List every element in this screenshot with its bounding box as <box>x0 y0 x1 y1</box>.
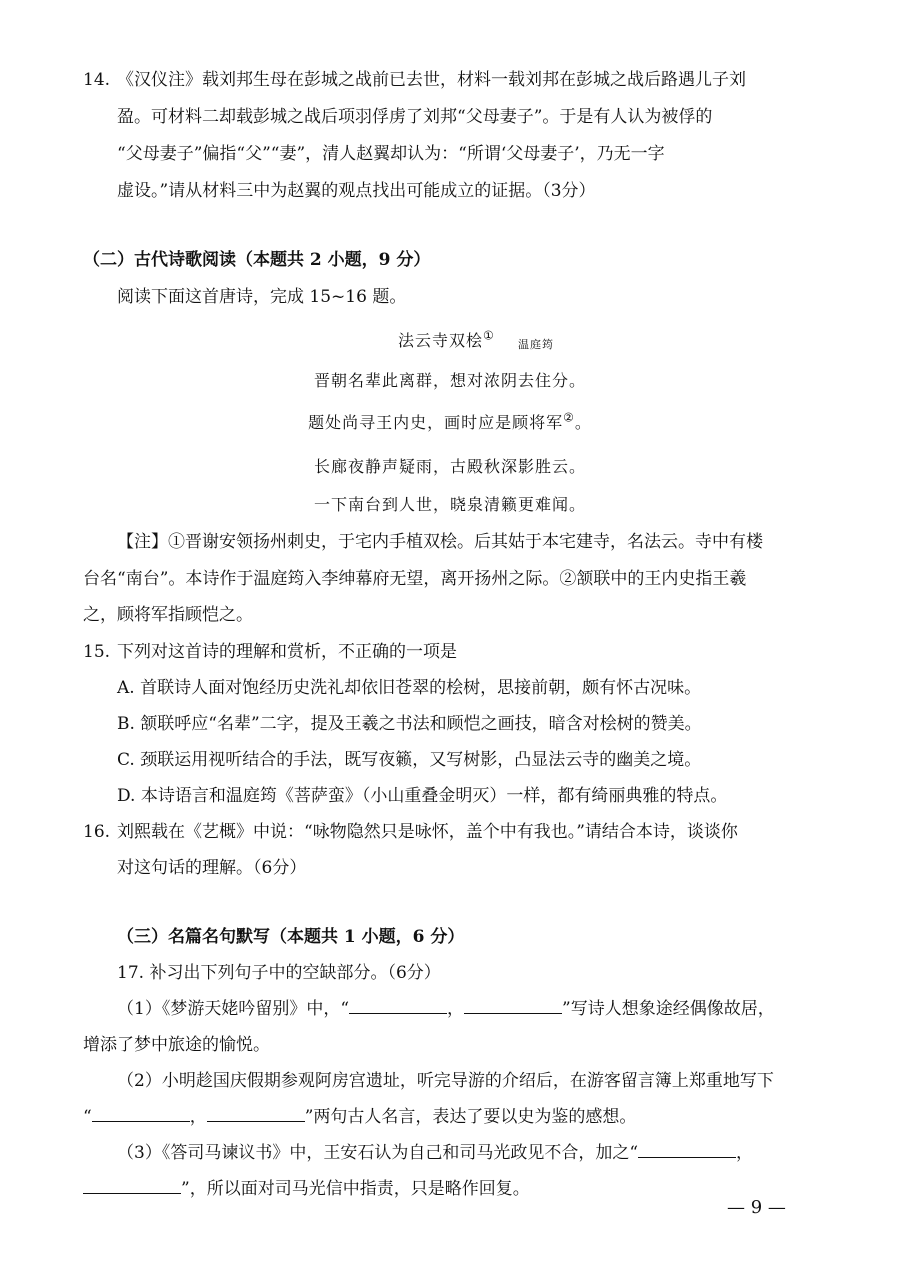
q17-item-3-line-1 <box>117 1141 753 1165</box>
q17-item-2-line-1: （2）小明趁国庆假期参观阿房宫遗址，听完导游的介绍后，在游客留言簿上郑重地写下 <box>117 1071 774 1091</box>
poem-line-2-text: 题处尚寻王内史，画时应是顾将军 <box>308 413 564 432</box>
q17-item-1-suffix: ”写诗人想象途经偶像故居， <box>562 999 775 1019</box>
q15-option-a: A. 首联诗人面对饱经历史洗礼却依旧苍翠的桧树，思接前朝，颇有怀古况味。 <box>117 678 702 698</box>
poem-title-note-mark: ① <box>483 328 495 343</box>
poem-title <box>398 330 495 352</box>
q17-item-2-open-quote: “ <box>83 1107 92 1127</box>
q17-item-3-separator: ， <box>736 1143 754 1163</box>
poem-author: 温庭筠 <box>518 338 554 351</box>
q16-line-1: 刘熙载在《艺概》中说：“咏物隐然只是咏怀，盖个中有我也。”请结合本诗，谈谈你 <box>117 822 738 842</box>
q14-line-2: 盈。可材料二却载彭城之战后项羽俘虏了刘邦“父母妻子”。于是有人认为被俘的 <box>117 107 713 127</box>
q17-item-3-blank-2[interactable] <box>83 1177 181 1194</box>
q17-stem: 17. 补习出下列句子中的空缺部分。（6分） <box>117 963 441 983</box>
q17-item-3-line-2 <box>83 1177 530 1201</box>
poem-line-3: 长廊夜静声疑雨，古殿秋深影胜云。 <box>313 457 586 476</box>
q17-item-1-line-2: 增添了梦中旅途的愉悦。 <box>83 1035 270 1055</box>
q17-item-2-suffix: ”两句古人名言，表达了要以史为鉴的感想。 <box>304 1107 637 1127</box>
q17-item-1-blank-1[interactable] <box>349 997 447 1014</box>
q17-item-2-separator: ， <box>189 1107 207 1127</box>
q15-option-b: B. 颔联呼应“名辈”二字，提及王羲之书法和顾恺之画技，暗含对桧树的赞美。 <box>117 714 702 734</box>
section2-heading: （二）古代诗歌阅读（本题共 2 小题，9 分） <box>83 250 431 270</box>
q17-item-2-blank-2[interactable] <box>207 1105 305 1122</box>
poem-line-1: 晋朝名辈此离群，想对浓阴去住分。 <box>313 371 586 390</box>
poem-line-4: 一下南台到人世，晓泉清籁更难闻。 <box>313 495 586 514</box>
q17-item-1-line-1 <box>117 997 775 1021</box>
poem-line-2-note-mark: ② <box>563 410 575 425</box>
q17-item-3-suffix: ”，所以面对司马光信中指责，只是略作回复。 <box>181 1179 530 1199</box>
q14-line-3: “父母妻子”偏指“父”“妻”，清人赵翼却认为：“所谓‘父母妻子’，乃无一字 <box>117 144 665 164</box>
q17-item-3-prefix: （3）《答司马谏议书》中，王安石认为自己和司马光政见不合，加之“ <box>117 1143 639 1163</box>
q15-stem: 下列对这首诗的理解和赏析，不正确的一项是 <box>117 642 457 662</box>
section3-heading: （三）名篇名句默写（本题共 1 小题，6 分） <box>117 927 465 947</box>
poem-line-2 <box>0 412 900 434</box>
note-line-2: 台名“南台”。本诗作于温庭筠入李绅幕府无望，离开扬州之际。②颔联中的王内史指王羲 <box>83 569 747 589</box>
poem-title-text: 法云寺双桧 <box>398 331 484 350</box>
q17-item-1-prefix: （1）《梦游天姥吟留别》中，“ <box>117 999 350 1019</box>
section2-instruction: 阅读下面这首唐诗，完成 15~16 题。 <box>117 287 407 307</box>
q15-number: 15. <box>83 642 111 662</box>
q15-option-c: C. 颈联运用视听结合的手法，既写夜籁，又写树影，凸显法云寺的幽美之境。 <box>117 750 702 770</box>
q17-item-3-blank-1[interactable] <box>638 1141 736 1158</box>
note-line-1: 【注】①晋谢安领扬州刺史，于宅内手植双桧。后其姑于本宅建寺，名法云。寺中有楼 <box>117 532 763 552</box>
q17-item-1-separator: ， <box>447 999 465 1019</box>
q14-line-4: 虚设。”请从材料三中为赵翼的观点找出可能成立的证据。（3分） <box>117 181 596 201</box>
q16-number: 16. <box>83 822 111 842</box>
page-number: — 9 — <box>727 1197 786 1218</box>
q17-item-2-line-2 <box>83 1105 636 1129</box>
q14-number: 14. <box>83 70 111 90</box>
q17-item-2-blank-1[interactable] <box>92 1105 190 1122</box>
q17-item-1-blank-2[interactable] <box>464 997 562 1014</box>
note-line-3: 之，顾将军指顾恺之。 <box>83 605 253 625</box>
q14-line-1: 《汉仪注》载刘邦生母在彭城之战前已去世，材料一载刘邦在彭城之战后路遇儿子刘 <box>117 70 746 90</box>
poem-line-2-end: 。 <box>574 413 592 432</box>
q16-line-2: 对这句话的理解。（6分） <box>117 858 307 878</box>
q15-option-d: D. 本诗语言和温庭筠《菩萨蛮》（小山重叠金明灭）一样，都有绮丽典雅的特点。 <box>117 786 728 806</box>
